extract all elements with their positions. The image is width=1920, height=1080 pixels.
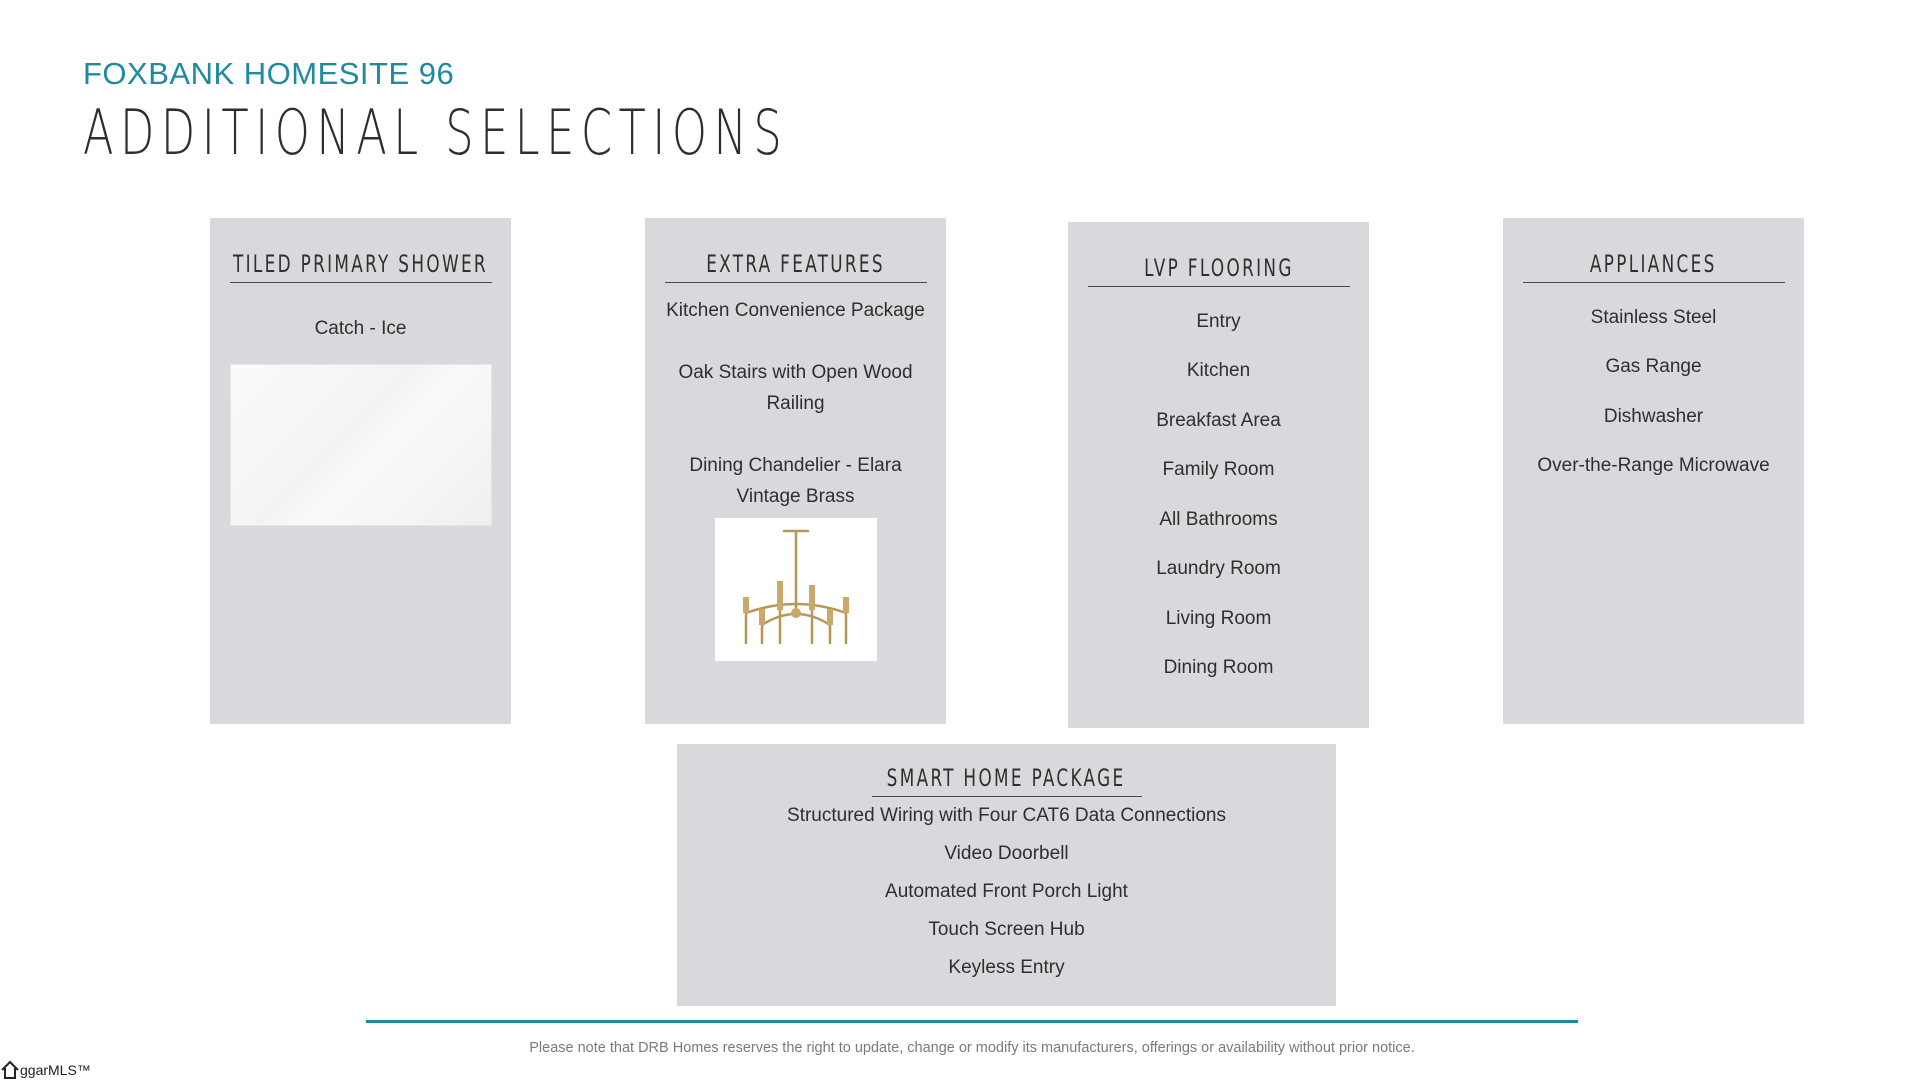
list-item: Touch Screen Hub: [928, 919, 1085, 940]
list-item: Entry: [1196, 310, 1241, 332]
page-title: ADDITIONAL SELECTIONS: [83, 96, 789, 169]
heading-divider: [1088, 286, 1350, 287]
list-item: Breakfast Area: [1156, 409, 1281, 431]
list-item: Oak Stairs with Open Wood Railing: [678, 362, 913, 414]
list-item: Dining Room: [1163, 657, 1274, 678]
card-appliances: [1503, 218, 1804, 724]
disclaimer-text: Please note that DRB Homes reserves the right to update, change or modify its manufacturers, offerings or availability without prior notice.: [529, 1040, 1415, 1056]
shower-tile-name: Catch - Ice: [314, 318, 407, 339]
card-smart-home-package: [677, 744, 1336, 1006]
list-item: Kitchen Convenience Package: [666, 300, 925, 321]
card-extra-features: [645, 218, 946, 724]
homesite-subtitle: FOXBANK HOMESITE 96: [83, 56, 455, 91]
mls-logo: [0, 1060, 91, 1080]
card-heading: APPLIANCES: [1590, 250, 1717, 278]
list-item: Laundry Room: [1156, 558, 1281, 579]
card-heading: SMART HOME PACKAGE: [887, 764, 1126, 792]
list-item: Automated Front Porch Light: [885, 881, 1128, 902]
tile-swatch-image: [230, 364, 492, 526]
card-tiled-primary-shower: [210, 218, 511, 724]
footer-divider: [366, 1020, 1578, 1023]
list-item: Kitchen: [1186, 360, 1251, 381]
list-item: Structured Wiring with Four CAT6 Data Connections: [787, 805, 1226, 826]
chandelier-image: [715, 518, 877, 661]
list-item: Dishwasher: [1603, 405, 1704, 427]
list-item: Family Room: [1162, 459, 1275, 480]
card-heading: TILED PRIMARY SHOWER: [233, 250, 489, 278]
list-item: Video Doorbell: [944, 843, 1069, 864]
house-icon: [0, 1060, 20, 1080]
list-item: All Bathrooms: [1159, 508, 1278, 530]
card-heading: EXTRA FEATURES: [706, 250, 885, 278]
heading-divider: [1523, 282, 1785, 283]
mls-logo-text: ggarMLS™: [20, 1062, 91, 1078]
card-lvp-flooring: [1068, 222, 1369, 728]
list-item: Keyless Entry: [948, 957, 1065, 978]
card-heading: LVP FLOORING: [1143, 254, 1294, 282]
chandelier-icon: [726, 525, 866, 655]
heading-divider: [665, 282, 927, 283]
list-item: Dining Chandelier - Elara Vintage Brass: [689, 455, 902, 507]
list-item: Over-the-Range Microwave: [1537, 455, 1770, 476]
list-item: Gas Range: [1605, 356, 1702, 377]
heading-divider: [230, 282, 492, 283]
list-item: Living Room: [1165, 607, 1272, 629]
list-item: Stainless Steel: [1590, 306, 1717, 328]
